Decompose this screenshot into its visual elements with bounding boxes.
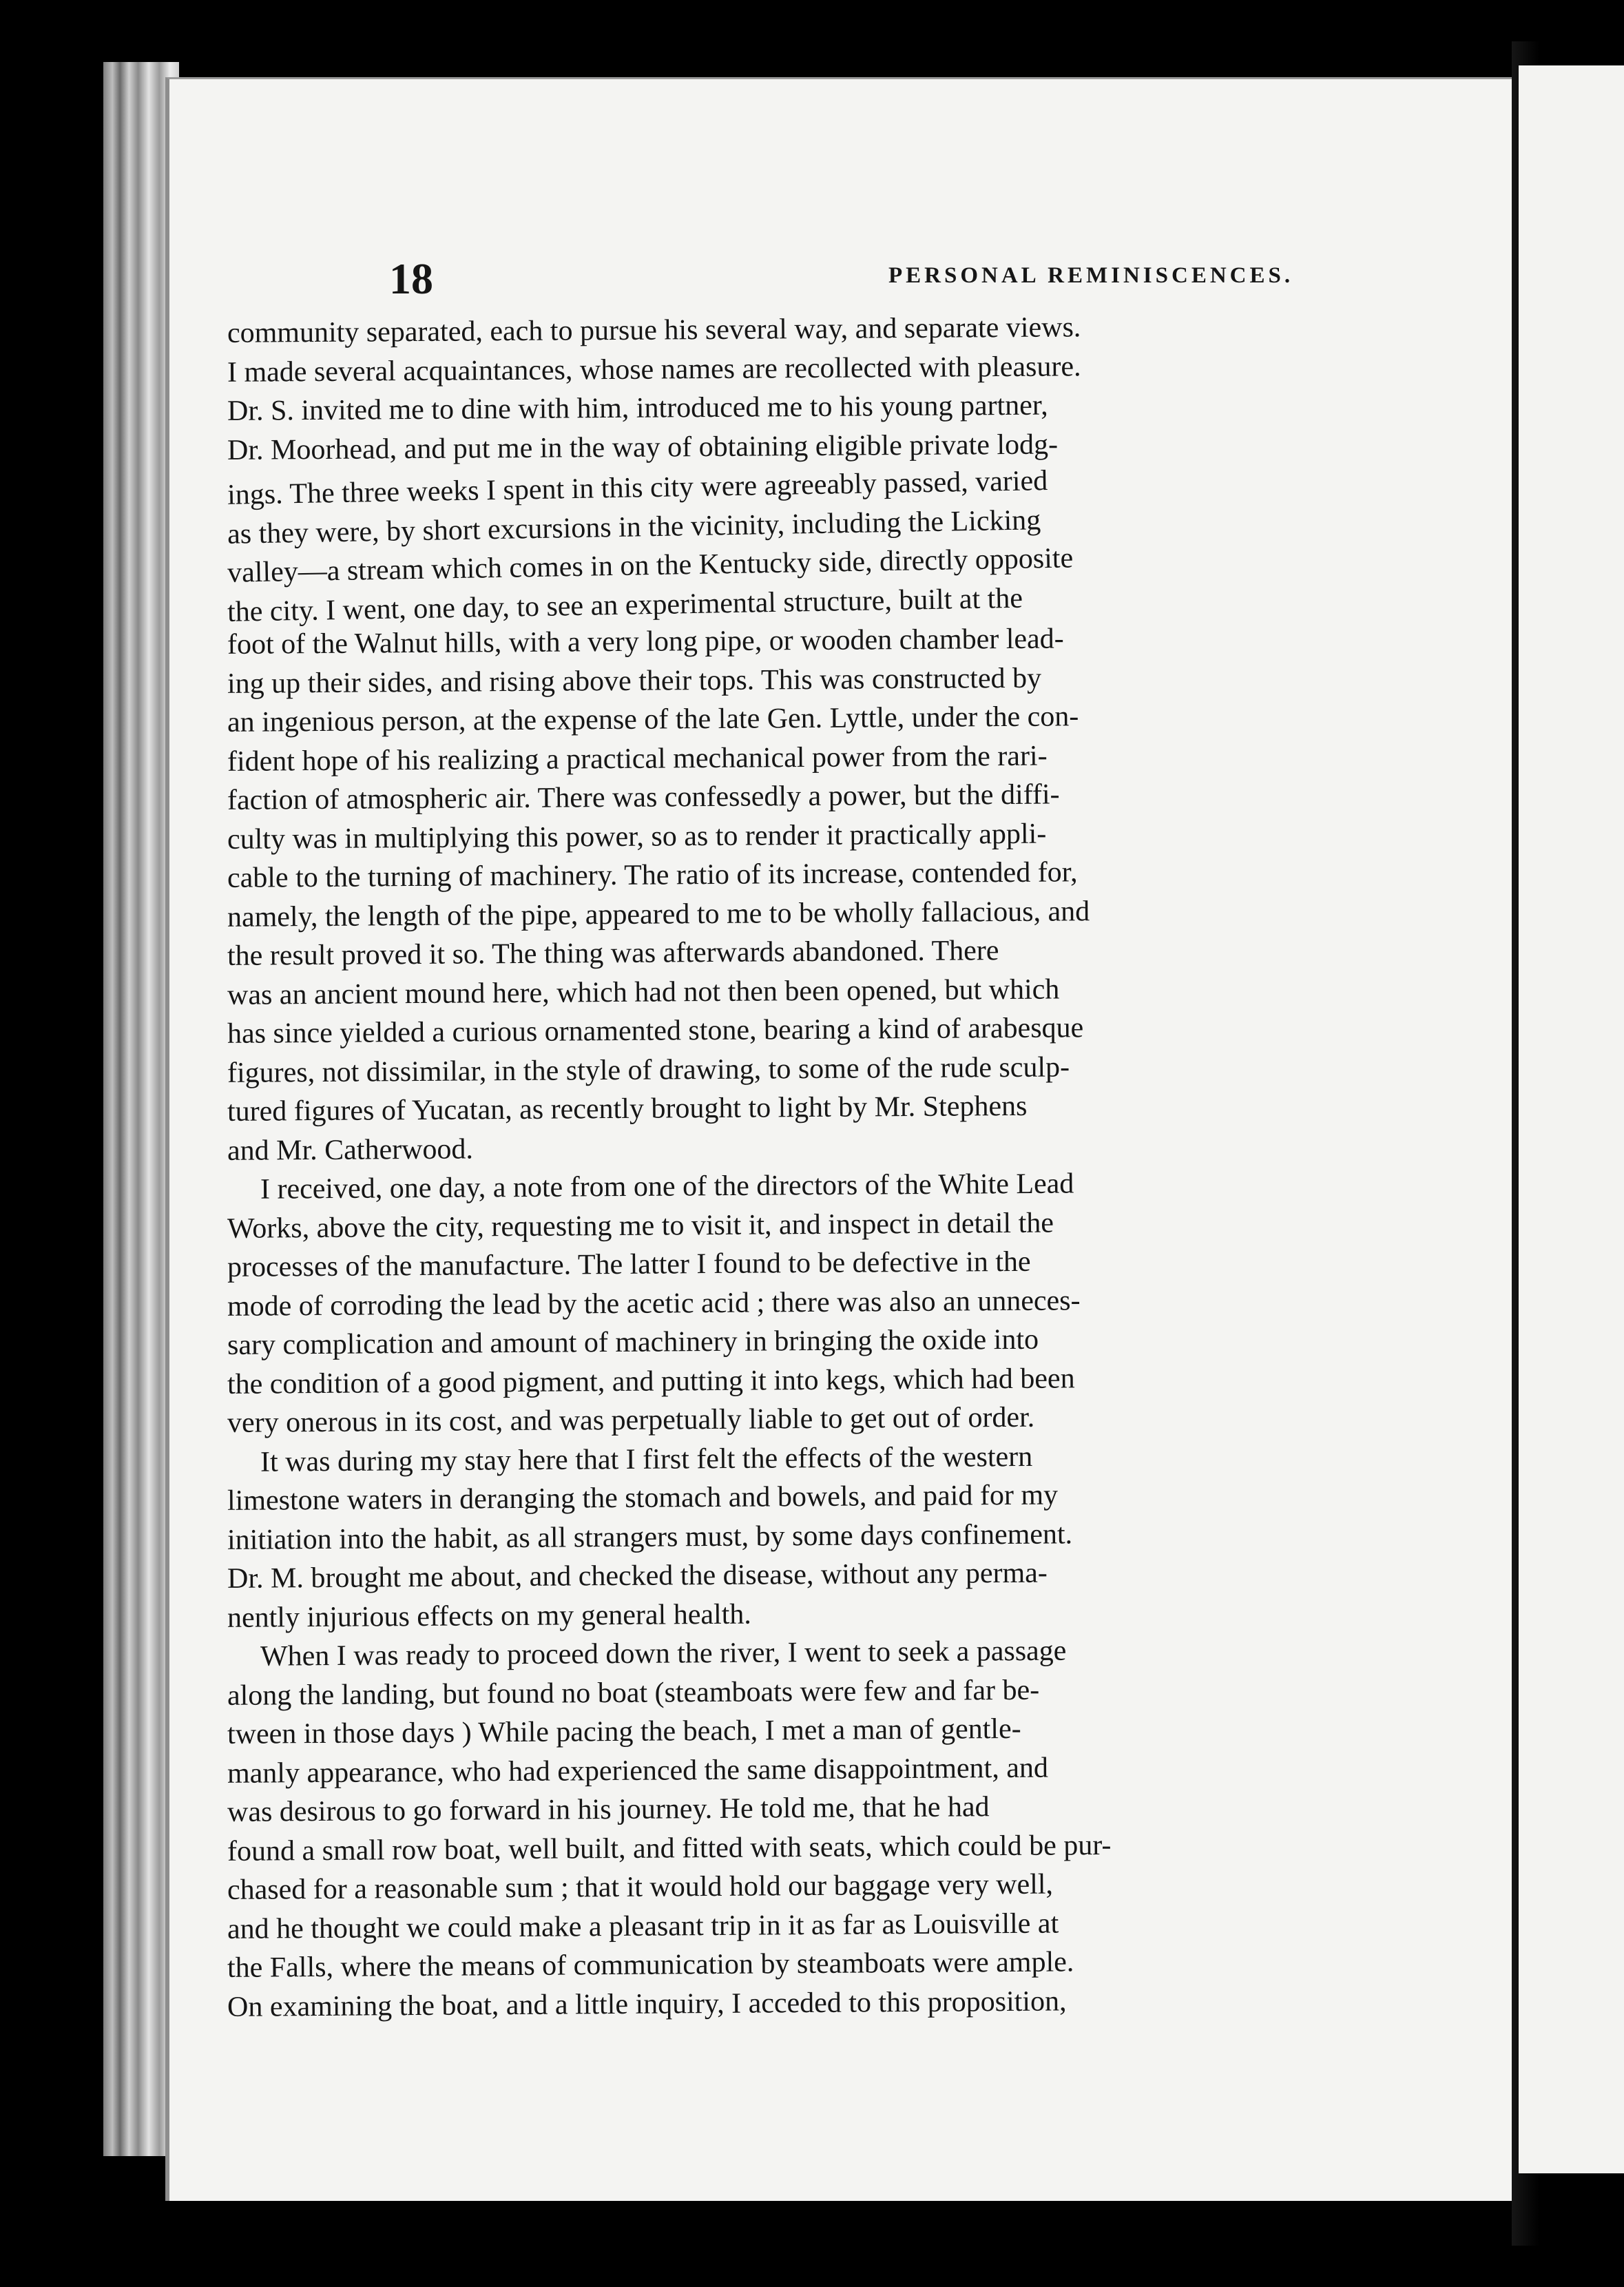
text-line: the result proved it so. The thing was afterwards abandoned. There: [227, 935, 999, 972]
text-line: found a small row boat, well built, and fitted with seats, which could be pur-: [227, 1829, 1112, 1867]
text-line: has since yielded a curious ornamented stone, bearing a kind of arabesque: [227, 1012, 1084, 1050]
text-line: cable to the turning of machinery. The ratio of its increase, contended for,: [227, 856, 1078, 894]
text-line: the condition of a good pigment, and putting it into kegs, which had been: [227, 1362, 1075, 1400]
text-line: was desirous to go forward in his journey. He told me, that he had: [227, 1791, 990, 1828]
text-line: It was during my stay here that I first felt the effects of the western: [260, 1440, 1033, 1478]
text-line: community separated, each to pursue his several way, and separate views.: [227, 311, 1081, 349]
text-line: mode of corroding the lead by the acetic acid ; there was also an unneces-: [227, 1284, 1081, 1323]
text-line: an ingenious person, at the expense of the late Gen. Lyttle, under the con-: [227, 701, 1079, 738]
text-line: processes of the manufacture. The latter I found to be defective in the: [227, 1245, 1031, 1283]
text-line: Works, above the city, requesting me to visit it, and inspect in detail the: [227, 1207, 1054, 1245]
text-line: Dr. M. brought me about, and checked the disease, without any perma-: [227, 1557, 1048, 1595]
page-header: [227, 207, 1371, 303]
text-line: chased for a reasonable sum ; that it would hold our baggage very well,: [227, 1868, 1054, 1906]
text-line: When I was ready to proceed down the river, I went to seek a passage: [260, 1635, 1067, 1673]
page-text: [227, 207, 1371, 2023]
text-line: namely, the length of the pipe, appeared to me to be wholly fallacious, and: [227, 895, 1090, 933]
text-line: valley—a stream which comes in on the Kentucky side, directly opposite: [227, 542, 1074, 589]
text-line: tween in those days ) While pacing the beach, I met a man of gentle-: [227, 1712, 1021, 1750]
text-line: was an ancient mound here, which had not then been opened, but which: [227, 973, 1060, 1011]
text-line: along the landing, but found no boat (steamboats were few and far be-: [227, 1674, 1040, 1712]
text-line: culty was in multiplying this power, so as to render it practically appli-: [227, 818, 1047, 856]
text-line: the Falls, where the means of communication by steamboats were ample.: [227, 1946, 1074, 1984]
text-line: initiation into the habit, as all strangers must, by some days confinement.: [227, 1518, 1073, 1556]
text-line: and he thought we could make a pleasant trip in it as far as Louisville at: [227, 1907, 1059, 1945]
text-line: very onerous in its cost, and was perpetually liable to get out of order.: [227, 1401, 1035, 1439]
text-line: limestone waters in deranging the stomach and bowels, and paid for my: [227, 1479, 1059, 1517]
text-line: nently injurious effects on my general health.: [227, 1598, 752, 1634]
text-line: Dr. S. invited me to dine with him, introduced me to his young partner,: [227, 389, 1048, 427]
text-line: sary complication and amount of machinery in bringing the oxide into: [227, 1323, 1039, 1361]
text-line: foot of the Walnut hills, with a very long pipe, or wooden chamber lead-: [227, 623, 1064, 661]
facing-page-edge: [1519, 65, 1624, 2173]
text-line: On examining the boat, and a little inquiry, I acceded to this proposition,: [227, 1985, 1067, 2023]
page-number: 18: [389, 254, 433, 303]
text-line: tured figures of Yucatan, as recently brought to light by Mr. Stephens: [227, 1090, 1028, 1128]
text-line: manly appearance, who had experienced the same disappointment, and: [227, 1752, 1049, 1790]
text-line: and Mr. Catherwood.: [227, 1132, 474, 1167]
text-line: I made several acquaintances, whose names are recollected with pleasure.: [227, 350, 1081, 389]
running-head: PERSONAL REMINISCENCES.: [888, 263, 1294, 288]
text-line: ing up their sides, and rising above their tops. This was constructed by: [227, 662, 1042, 700]
text-line: as they were, by short excursions in the vicinity, including the Licking: [227, 504, 1041, 550]
text-line: Dr. Moorhead, and put me in the way of obtaining eligible private lodg-: [227, 428, 1059, 466]
text-line: I received, one day, a note from one of the directors of the White Lead: [260, 1168, 1074, 1205]
text-line: fident hope of his realizing a practical mechanical power from the rari-: [227, 740, 1048, 778]
text-line: faction of atmospheric air. There was confessedly a power, but the diffi-: [227, 778, 1060, 816]
text-line: the city. I went, one day, to see an experimental structure, built at the: [227, 582, 1023, 628]
text-line: ings. The three weeks I spent in this city were agreeably passed, varied: [227, 465, 1048, 511]
text-line: figures, not dissimilar, in the style of drawing, to some of the rude sculp-: [227, 1051, 1070, 1089]
